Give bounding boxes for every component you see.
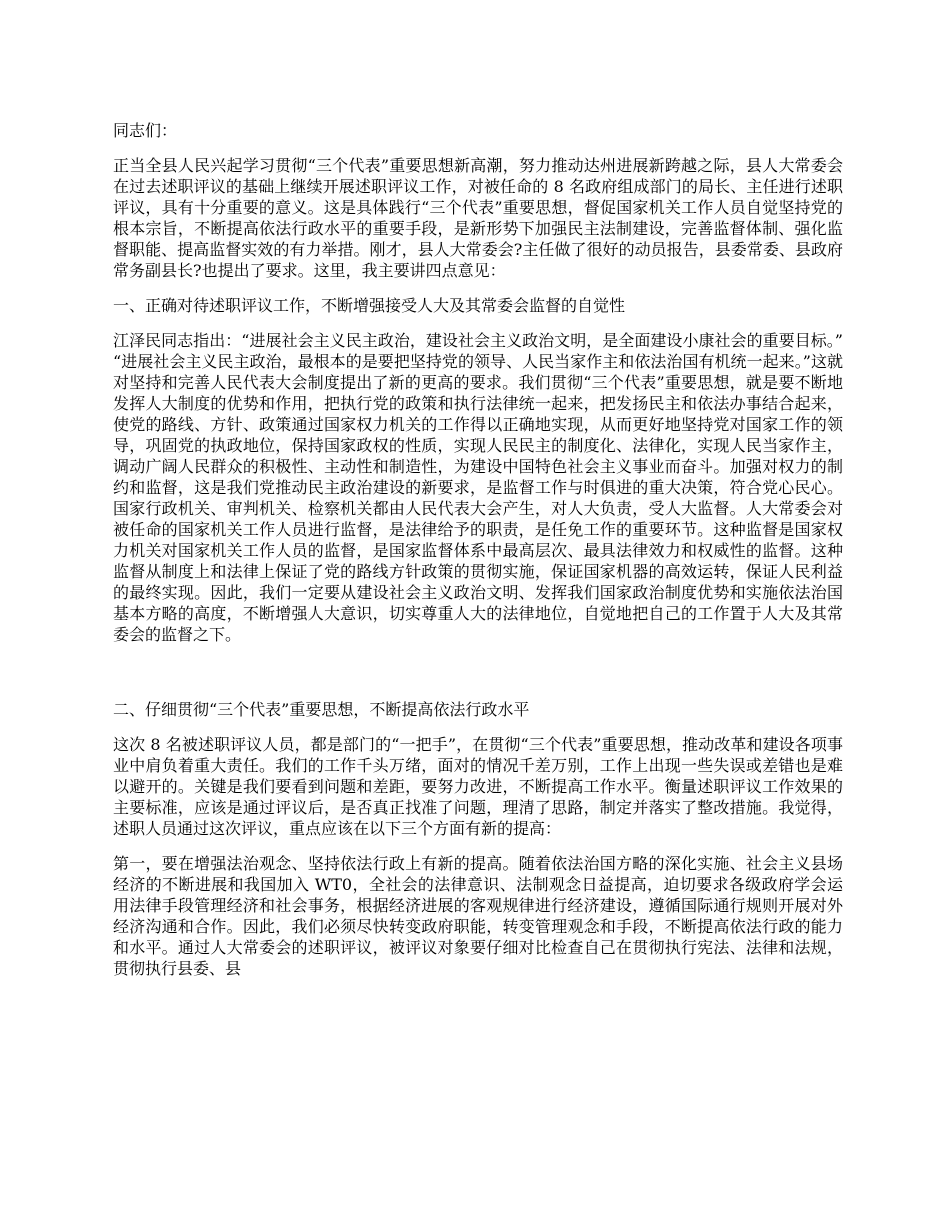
paragraph-section-1: 江泽民同志指出：“进展社会主义民主政治，建设社会主义政治文明，是全面建设小康社会的重要目标。”“进展社会主义民主政治，最根本的是要把坚持党的领导、人民当家作主和依法治国有机统一起来。”这就对坚持和完善人民代表大会制度提出了新的更高的要求。我们贯彻“三个代表”重要思想，就是要不断地发挥人大制度的优势和作用，把执行党的政策和执行法律统一起来，把发扬民主和依法办事结合起来，使党的路线、方针、政策通过国家权力机关的工作得以正确地实现，从而更好地坚持党对国家工作的领导，巩固党的执政地位，保持国家政权的性质，实现人民民主的制度化、法律化，实现人民当家作主，调动广阔人民群众的积极性、主动性和制造性，为建设中国特色社会主义事业而奋斗。加强对权力的制约和监督，这是我们党推动民主政治建设的新要求，是监督工作与时俱进的重大决策，符合党心民心。国家行政机关、审判机关、检察机关都由人民代表大会产生，对人大负责，受人大监督。人大常委会对被任命的国家机关工作人员进行监督，是法律给予的职责，是任免工作的重要环节。这种监督是国家权力机关对国家机关工作人员的监督，是国家监督体系中最高层次、最具法律效力和权威性的监督。这种监督从制度上和法律上保证了党的路线方针政策的贯彻实施，保证国家机器的高效运转，保证人民利益的最终实现。因此，我们一定要从建设社会主义政治文明、发挥我们国家政治制度优势和实施依法治国基本方略的高度，不断增强人大意识，切实尊重人大的法律地位，自觉地把自己的工作置于人大及其常委会的监督之下。 (113, 331, 843, 644)
section-heading-1: 一、正确对待述职评议工作，不断增强接受人大及其常委会监督的自觉性 (113, 296, 626, 315)
section-gap (113, 659, 843, 699)
document-page (113, 120, 843, 993)
paragraph-intro: 正当全县人民兴起学习贯彻“三个代表”重要思想新高潮，努力推动达州进展新跨越之际，县人大常委会在过去述职评议的基础上继续开展述职评议工作，对被任命的 8 名政府组成部门的局长、主任进行述职评议，具有十分重要的意义。这是具体践行“三个代表”重要思想，督促国家机关工作人员自觉坚持党的根本宗旨，不断提高依法行政水平的重要手段，是新形势下加强民主法制建设，完善监督体制、强化监督职能、提高监督实效的有力举措。刚才，县人大常委会?主任做了很好的动员报告，县委常委、县政府常务副县长?也提出了要求。这里，我主要讲四点意见： (113, 156, 843, 280)
section-heading-2: 二、仔细贯彻“三个代表”重要思想，不断提高依法行政水平 (113, 700, 530, 719)
paragraph-point-1: 第一，要在增强法治观念、坚持依法行政上有新的提高。随着依法治国方略的深化实施、社会主义县场经济的不断进展和我国加入 WT0，全社会的法律意识、法制观念日益提高，迫切要求各级政府学会运用法律手段管理经济和社会事务，根据经济进展的客观规律进行经济建设，遵循国际通行规则开展对外经济沟通和合作。因此，我们必须尽快转变政府职能，转变管理观念和手段，不断提高依法行政的能力和水平。通过人大常委会的述职评议，被评议对象要仔细对比检查自己在贯彻执行宪法、法律和法规，贯彻执行县委、县 (113, 854, 843, 978)
salutation: 同志们： (113, 121, 178, 140)
paragraph-section-2: 这次 8 名被述职评议人员，都是部门的“一把手”，在贯彻“三个代表”重要思想，推动改革和建设各项事业中肩负着重大责任。我们的工作千头万绪，面对的情况千差万别，工作上出现一些失误或差错也是难以避开的。关键是我们要看到问题和差距，要努力改进，不断提高工作水平。衡量述职评议工作效果的主要标准，应该是通过评议后，是否真正找准了问题，理清了思路，制定并落实了整改措施。我觉得，述职人员通过这次评议，重点应该在以下三个方面有新的提高： (113, 735, 843, 838)
